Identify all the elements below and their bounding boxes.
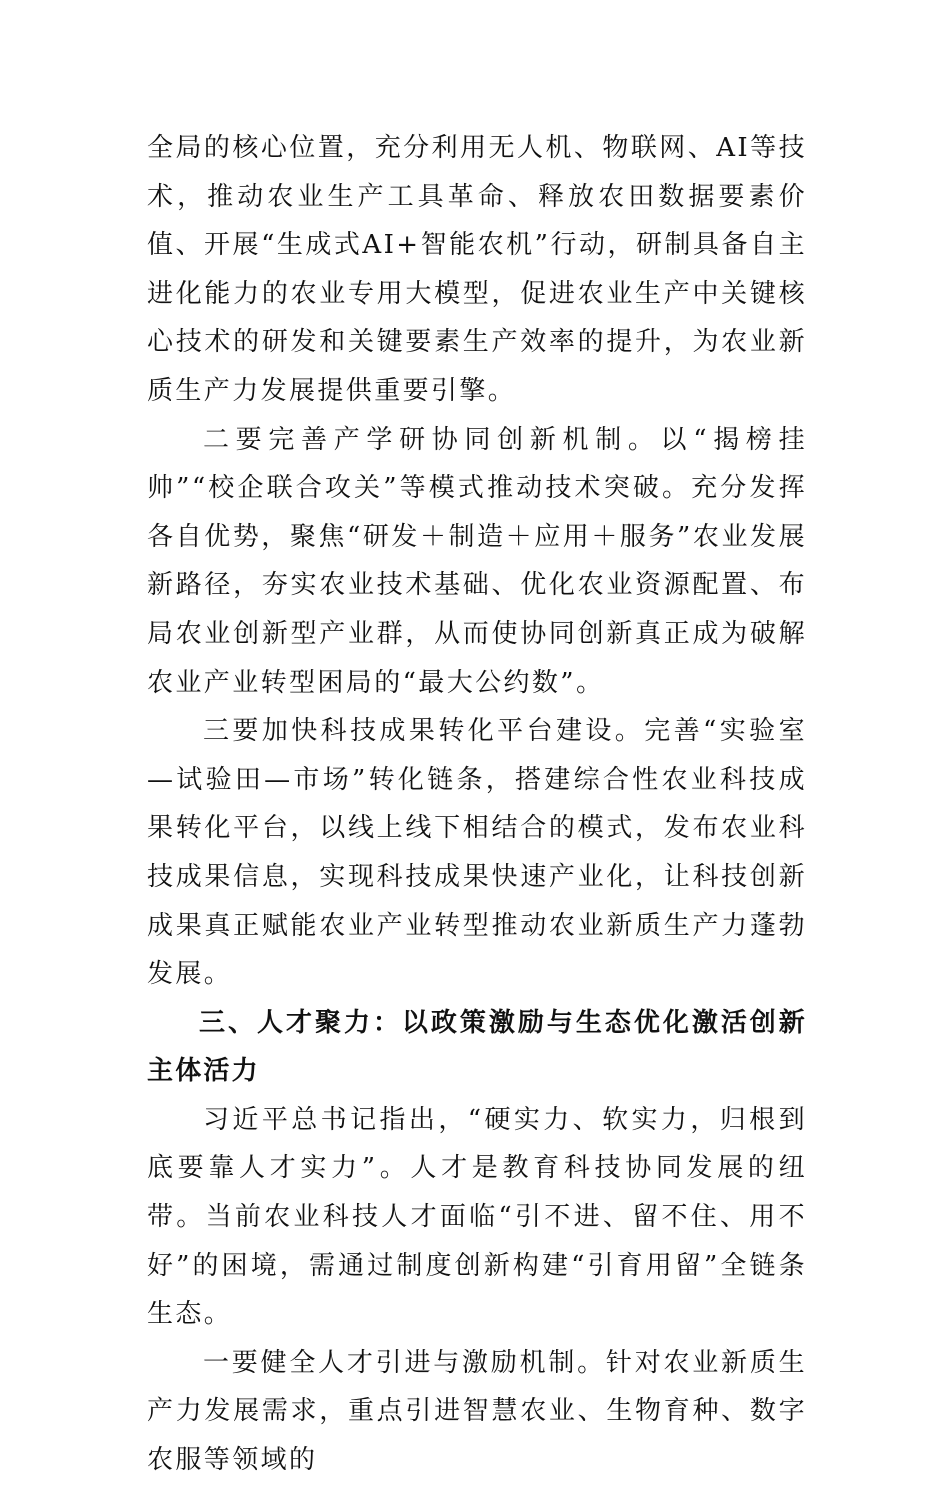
body-paragraph-1: 全局的核心位置，充分利用无人机、物联网、AI等技术，推动农业生产工具革命、释放农田数据要素价值、开展“生成式AI+智能农机”行动，研制具备自主进化能力的农业专用大模型，促进农业生产中关键核心技术的研发和关键要素生产效率的提升，为农业新质生产力发展提供重要引擎。 (147, 133, 807, 406)
body-paragraph-3: 三要加快科技成果转化平台建设。完善“实验室—试验田—市场”转化链条，搭建综合性农业科技成果转化平台，以线上线下相结合的模式，发布农业科技成果信息，实现科技成果快速产业化，让科技创新成果真正赋能农业产业转型推动农业新质生产力蓬勃发展。 (147, 716, 807, 990)
body-paragraph-4: 习近平总书记指出，“硬实力、软实力，归根到底要靠人才实力”。人才是教育科技协同发展的纽带。当前农业科技人才面临“引不进、留不住、用不好”的困境，需通过制度创新构建“引育用留”全链条生态。 (147, 1104, 807, 1330)
body-paragraph-5: 一要健全人才引进与激励机制。针对农业新质生产力发展需求，重点引进智慧农业、生物育种、数字农服等领域的 (147, 1347, 807, 1476)
body-paragraph-2: 二要完善产学研协同创新机制。以“揭榜挂帅”“校企联合攻关”等模式推动技术突破。充分发挥各自优势，聚焦“研发＋制造＋应用＋服务”农业发展新路径，夯实农业技术基础、优化农业资源配置、布局农业创新型产业群，从而使协同创新真正成为破解农业产业转型困局的“最大公约数”。 (147, 424, 807, 698)
document-page (147, 124, 807, 1485)
section-heading-3: 三、人才聚力：以政策激励与生态优化激活创新主体活力 (147, 1007, 807, 1087)
